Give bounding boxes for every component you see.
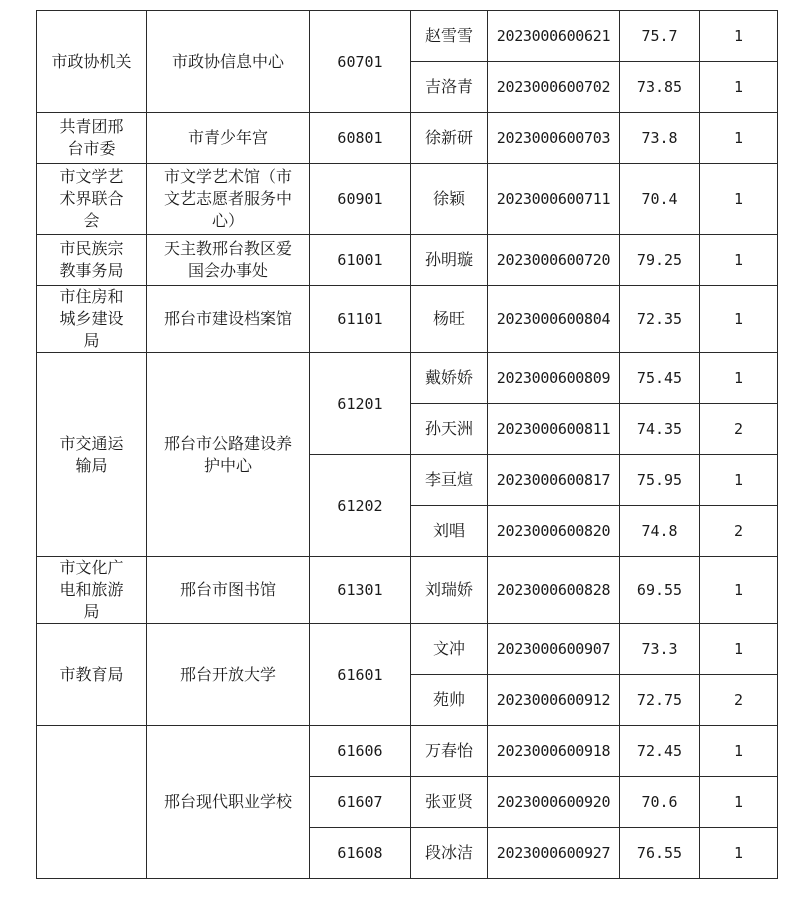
unit-cell: 邢台现代职业学校 <box>147 726 310 879</box>
rank-cell: 2 <box>700 404 778 455</box>
unit-cell: 邢台开放大学 <box>147 624 310 726</box>
rank-cell: 1 <box>700 777 778 828</box>
position-code-cell: 61606 <box>310 726 411 777</box>
candidate-name-cell: 徐颖 <box>411 164 488 235</box>
rank-cell: 1 <box>700 455 778 506</box>
rank-cell: 1 <box>700 235 778 286</box>
rank-cell: 1 <box>700 624 778 675</box>
unit-cell: 邢台市图书馆 <box>147 557 310 624</box>
department-cell <box>37 726 147 879</box>
table-row <box>37 11 778 62</box>
department-cell: 共青团邢 台市委 <box>37 113 147 164</box>
rank-cell: 1 <box>700 11 778 62</box>
ticket-number-cell: 2023000600920 <box>488 777 620 828</box>
ticket-number-cell: 2023000600918 <box>488 726 620 777</box>
unit-cell: 市青少年宫 <box>147 113 310 164</box>
candidate-name-cell: 杨旺 <box>411 286 488 353</box>
unit-cell: 市文学艺术馆（市 文艺志愿者服务中 心） <box>147 164 310 235</box>
position-code-cell: 60701 <box>310 11 411 113</box>
position-code-cell: 61201 <box>310 353 411 455</box>
position-code-cell: 61301 <box>310 557 411 624</box>
score-cell: 73.3 <box>620 624 700 675</box>
table-row <box>37 235 778 286</box>
score-cell: 73.8 <box>620 113 700 164</box>
candidate-name-cell: 文冲 <box>411 624 488 675</box>
candidate-name-cell: 万春怡 <box>411 726 488 777</box>
ticket-number-cell: 2023000600621 <box>488 11 620 62</box>
table-row <box>37 113 778 164</box>
candidate-name-cell: 赵雪雪 <box>411 11 488 62</box>
table-row <box>37 164 778 235</box>
table-row <box>37 624 778 675</box>
rank-cell: 1 <box>700 726 778 777</box>
table-row <box>37 726 778 777</box>
candidate-name-cell: 戴娇娇 <box>411 353 488 404</box>
rank-cell: 1 <box>700 353 778 404</box>
ticket-number-cell: 2023000600804 <box>488 286 620 353</box>
ticket-number-cell: 2023000600809 <box>488 353 620 404</box>
score-cell: 74.8 <box>620 506 700 557</box>
department-cell: 市政协机关 <box>37 11 147 113</box>
score-cell: 72.45 <box>620 726 700 777</box>
unit-cell: 市政协信息中心 <box>147 11 310 113</box>
ticket-number-cell: 2023000600711 <box>488 164 620 235</box>
ticket-number-cell: 2023000600927 <box>488 828 620 879</box>
score-cell: 73.85 <box>620 62 700 113</box>
rank-cell: 1 <box>700 286 778 353</box>
department-cell: 市住房和 城乡建设 局 <box>37 286 147 353</box>
ticket-number-cell: 2023000600702 <box>488 62 620 113</box>
unit-cell: 邢台市公路建设养 护中心 <box>147 353 310 557</box>
score-cell: 72.35 <box>620 286 700 353</box>
ticket-number-cell: 2023000600828 <box>488 557 620 624</box>
rank-cell: 1 <box>700 164 778 235</box>
department-cell: 市文学艺 术界联合 会 <box>37 164 147 235</box>
score-cell: 75.95 <box>620 455 700 506</box>
rank-cell: 1 <box>700 557 778 624</box>
position-code-cell: 61101 <box>310 286 411 353</box>
department-cell: 市教育局 <box>37 624 147 726</box>
score-cell: 75.7 <box>620 11 700 62</box>
ticket-number-cell: 2023000600703 <box>488 113 620 164</box>
table-row <box>37 353 778 404</box>
department-cell: 市文化广 电和旅游 局 <box>37 557 147 624</box>
candidate-name-cell: 张亚贤 <box>411 777 488 828</box>
position-code-cell: 61601 <box>310 624 411 726</box>
unit-cell: 邢台市建设档案馆 <box>147 286 310 353</box>
score-cell: 70.6 <box>620 777 700 828</box>
department-cell: 市交通运 输局 <box>37 353 147 557</box>
rank-cell: 2 <box>700 506 778 557</box>
candidate-name-cell: 吉洛青 <box>411 62 488 113</box>
rank-cell: 1 <box>700 828 778 879</box>
candidate-name-cell: 苑帅 <box>411 675 488 726</box>
table-row <box>37 286 778 353</box>
score-cell: 76.55 <box>620 828 700 879</box>
candidate-name-cell: 孙天洲 <box>411 404 488 455</box>
score-cell: 69.55 <box>620 557 700 624</box>
candidate-name-cell: 徐新研 <box>411 113 488 164</box>
position-code-cell: 60901 <box>310 164 411 235</box>
department-cell: 市民族宗 教事务局 <box>37 235 147 286</box>
score-cell: 70.4 <box>620 164 700 235</box>
candidate-name-cell: 孙明璇 <box>411 235 488 286</box>
score-cell: 72.75 <box>620 675 700 726</box>
position-code-cell: 61001 <box>310 235 411 286</box>
score-cell: 75.45 <box>620 353 700 404</box>
candidate-name-cell: 段冰洁 <box>411 828 488 879</box>
position-code-cell: 61607 <box>310 777 411 828</box>
rank-cell: 1 <box>700 113 778 164</box>
ticket-number-cell: 2023000600811 <box>488 404 620 455</box>
rank-cell: 2 <box>700 675 778 726</box>
position-code-cell: 61202 <box>310 455 411 557</box>
ticket-number-cell: 2023000600817 <box>488 455 620 506</box>
ticket-number-cell: 2023000600912 <box>488 675 620 726</box>
candidate-name-cell: 刘瑞娇 <box>411 557 488 624</box>
ticket-number-cell: 2023000600907 <box>488 624 620 675</box>
candidate-name-cell: 刘唱 <box>411 506 488 557</box>
candidate-name-cell: 李亘煊 <box>411 455 488 506</box>
position-code-cell: 61608 <box>310 828 411 879</box>
ticket-number-cell: 2023000600820 <box>488 506 620 557</box>
position-code-cell: 60801 <box>310 113 411 164</box>
ticket-number-cell: 2023000600720 <box>488 235 620 286</box>
rank-cell: 1 <box>700 62 778 113</box>
unit-cell: 天主教邢台教区爱 国会办事处 <box>147 235 310 286</box>
results-table <box>36 10 778 879</box>
score-cell: 79.25 <box>620 235 700 286</box>
table-row <box>37 557 778 624</box>
results-body <box>37 11 778 879</box>
score-cell: 74.35 <box>620 404 700 455</box>
